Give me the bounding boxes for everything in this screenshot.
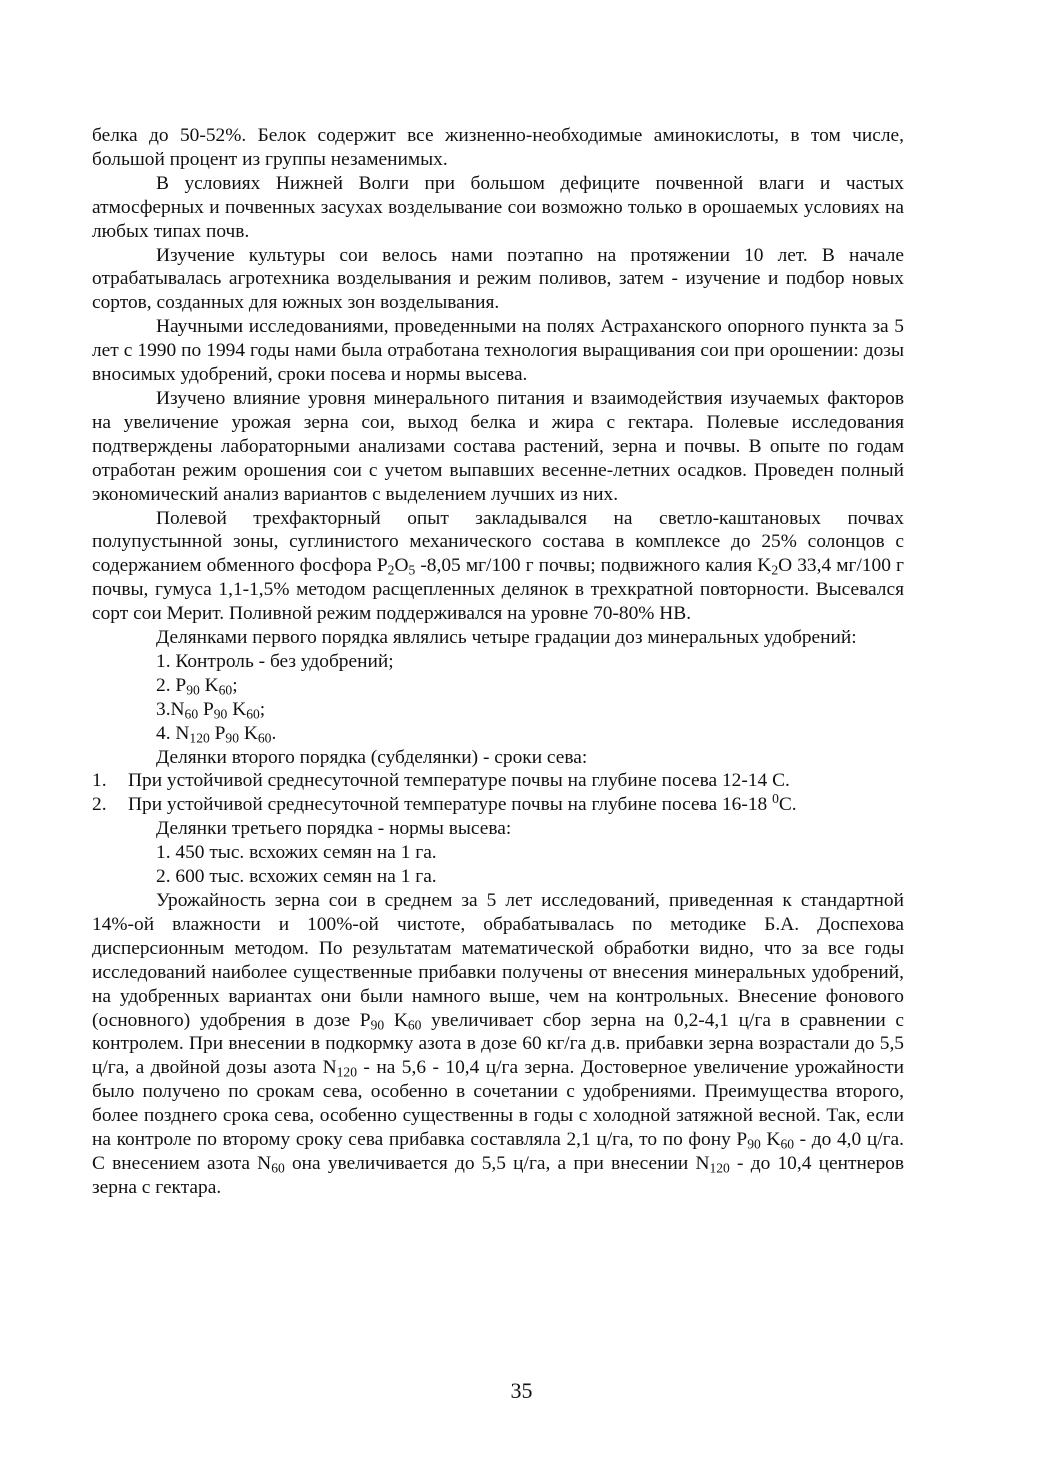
subscript: 90 <box>225 730 239 746</box>
text-run: Полевой трехфакторный опыт закладывался на светло-каштановых почвах полупустынной зоны, суглинистого механического состава в комплексе до 25% солонцов с содержанием обменного фосфора P <box>92 507 904 577</box>
subscript: 60 <box>271 1160 285 1176</box>
text-run: . <box>271 722 277 744</box>
fertilizer-item <box>92 722 904 746</box>
page-number: 35 <box>510 1378 533 1403</box>
paragraph <box>92 507 904 627</box>
sowing-item <box>92 769 904 793</box>
subscript: 60 <box>246 706 260 722</box>
text-run: K <box>760 1129 781 1151</box>
paragraph: Научными исследованиями, проведенными на полях Астраханского опорного пункта за 5 лет с 1990 по 1994 годы нами была отработана технология выращивания сои при орошении: дозы вносимых удобрений, сроки посева и нормы высева. <box>92 316 904 386</box>
subscript: 60 <box>257 730 272 746</box>
text-run: K <box>227 698 247 720</box>
fertilizer-item <box>92 698 904 722</box>
paragraph: Делянки второго порядка (субделянки) - сроки сева: <box>156 746 588 768</box>
superscript: 0 <box>772 791 779 807</box>
text-run: P <box>198 698 214 720</box>
item-text <box>128 793 904 817</box>
item-number: 1. <box>92 770 107 792</box>
body-text <box>92 124 904 1200</box>
paragraph: Делянками первого порядка являлись четыре градации доз минеральных удобрений: <box>156 627 857 649</box>
text-run: 2. P <box>156 674 187 696</box>
text-run: - до 10,4 центнеров зерна с гектара. <box>92 1152 904 1198</box>
text-run: ; <box>232 674 238 696</box>
subscript: 90 <box>213 706 228 722</box>
subscript: 90 <box>186 682 200 698</box>
rate-item: 2. 600 тыс. всхожих семян на 1 га. <box>156 866 437 888</box>
sowing-item <box>92 793 904 817</box>
subscript: 120 <box>336 1064 357 1080</box>
subscript: 120 <box>709 1160 730 1176</box>
text-run: - до 4,0 ц/га. С внесением азота N <box>92 1129 905 1174</box>
subscript: 2 <box>771 562 779 578</box>
paragraph: Делянки третьего порядка - нормы высева: <box>156 818 512 840</box>
text-run: K <box>199 674 219 696</box>
text-run: K <box>239 722 258 744</box>
subscript: 120 <box>189 730 210 746</box>
item-number: 2. <box>92 794 107 816</box>
text-run: O 33,4 мг/100 г почвы, гумуса 1,1-1,5% методом расщепленных делянок в трехкратной повторности. Высевался сорт сои Мерит. Поливной режим поддерживался на уровне 70-80% НВ. <box>92 555 904 625</box>
text-run: она увеличивается до 5,5 ц/га, а при внесении N <box>284 1152 710 1174</box>
text-run: K <box>384 1009 408 1031</box>
subscript: 2 <box>387 562 395 578</box>
subscript: 5 <box>408 562 416 578</box>
paragraph: Изучение культуры сои велось нами поэтапно на протяжении 10 лет. В начале отрабатывалась агротехника возделывания и режим поливов, затем - изучение и подбор новых сортов, созданных для южных зон возделывания. <box>92 244 904 314</box>
text-run: Урожайность зерна сои в среднем за 5 лет исследований, приведенная к стандартной 14%-ой влажности и 100%-ой чистоте, обрабатывалась по методике Б.А. Доспехова дисперсионным методом. По результатам математической обработки видно, что за все годы исследований наиболее существенные прибавки получены от внесения минеральных удобрений, на удобренных вариантах они были намного выше, чем на контрольных. Внесение фонового (основного) удобрения в дозе P <box>92 890 904 1031</box>
paragraph: Изучено влияние уровня минерального питания и взаимодействия изучаемых факторов на увеличение урожая зерна сои, выход белка и жира с гектара. Полевые исследования подтверждены лабораторными анализами состава растений, зерна и почвы. В опыте по годам отработан режим орошения сои с учетом выпавших весенне-летних осадков. Проведен полный экономический анализ вариантов с выделением лучших из них. <box>92 387 904 505</box>
text-run: увеличивает сбор зерна на 0,2-4,1 ц/га в сравнении с контролем. При внесении в подкормку азота в дозе 60 кг/га д.в. прибавки зерна возрастали до 5,5 ц/га, а двойной дозы азота N <box>92 1009 904 1079</box>
text-run: С. <box>778 794 797 816</box>
subscript: 60 <box>780 1136 795 1152</box>
text-run: 3.N <box>156 698 185 720</box>
text-run: ; <box>259 698 266 720</box>
subscript: 60 <box>218 682 233 698</box>
paragraph <box>92 889 904 1200</box>
rate-item: 1. 450 тыс. всхожих семян на 1 га. <box>156 842 437 864</box>
text-run: 4. N <box>156 722 190 744</box>
fertilizer-item <box>92 674 904 698</box>
paragraph: В условиях Нижней Волги при большом дефиците почвенной влаги и частых атмосферных и почвенных засухах возделывание сои возможно только в орошаемых условиях на любых типах почв. <box>92 172 904 242</box>
subscript: 60 <box>184 706 199 722</box>
text-run: -8,05 мг/100 г почвы; подвижного калия K <box>415 555 772 577</box>
subscript: 90 <box>747 1136 761 1152</box>
text-run: - на 5,6 - 10,4 ц/га зерна. Достоверное увеличение урожайности было получено по срокам сева, особенно в сочетании с удобрениями. Преимущества второго, более позднего срока сева, особенно существенны в годы с холодной затяжной весной. Так, если на контроле по второму сроку сева прибавка составляла 2,1 ц/га, то по фону P <box>92 1057 904 1151</box>
subscript: 90 <box>370 1016 385 1032</box>
fertilizer-item: 1. Контроль - без удобрений; <box>156 650 394 672</box>
paragraph: белка до 50-52%. Белок содержит все жизненно-необходимые аминокислоты, в том числе, большой процент из группы незаменимых. <box>92 125 904 170</box>
subscript: 60 <box>407 1016 422 1032</box>
item-text: При устойчивой среднесуточной температуре почвы на глубине посева 12-14 С. <box>128 770 790 792</box>
text-run: При устойчивой среднесуточной температуре почвы на глубине посева 16-18 <box>128 794 773 816</box>
text-run: P <box>209 722 226 744</box>
text-run: O <box>394 555 409 577</box>
